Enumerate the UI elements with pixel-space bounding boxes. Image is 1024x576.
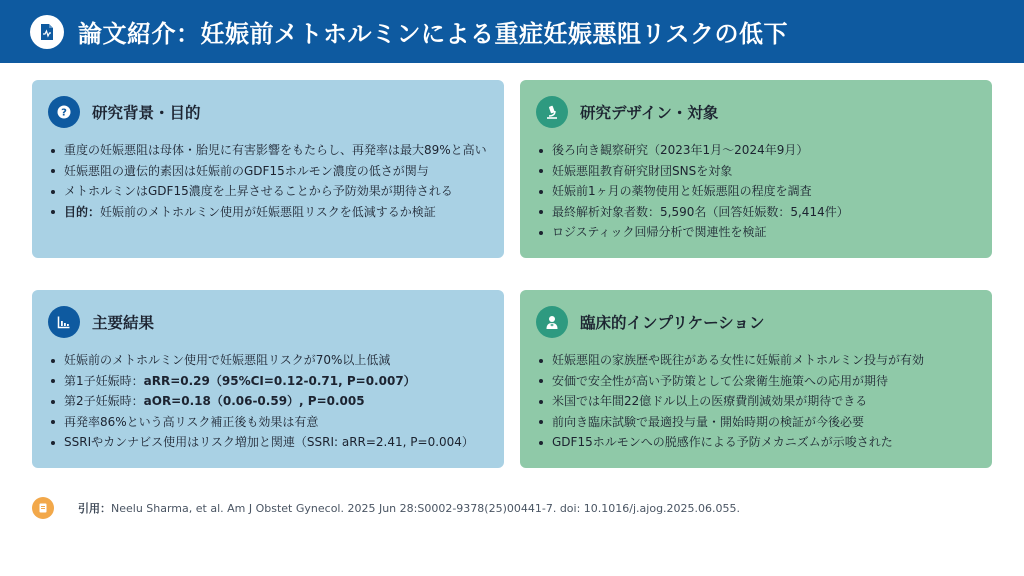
design-title: 研究デザイン・対象 bbox=[580, 104, 719, 122]
list-item: SSRIやカンナビス使用はリスク増加と関連（SSRI: aRR=2.41, P=0.004） bbox=[48, 432, 488, 453]
second-pregnancy-label: 第2子妊娠時： bbox=[64, 394, 144, 408]
first-pregnancy-label: 第1子妊娠時： bbox=[64, 373, 144, 388]
citation-reference: Neelu Sharma, et al. Am J Obstet Gynecol. 2025 Jun 28:S0002-9378(25)00441-7. doi: 10.1016/j.ajog.2025.06.055. bbox=[111, 502, 741, 515]
citation-text bbox=[78, 500, 740, 516]
list-item: 妊娠悪阻の遺伝的素因は妊娠前のGDF15ホルモン濃度の低さが関与 bbox=[48, 161, 488, 182]
question-icon bbox=[48, 96, 80, 128]
objective-text: 妊娠前のメトホルミン使用が妊娠悪阻リスクを低減するか検証 bbox=[100, 204, 436, 219]
list-item: 米国では年間22億ドル以上の医療費削減効果が期待できる bbox=[536, 391, 976, 412]
objective-label: 目的： bbox=[64, 204, 101, 219]
list-item bbox=[48, 371, 488, 392]
book-icon bbox=[32, 497, 54, 519]
citation-label: 引用： bbox=[78, 502, 111, 515]
microscope-icon bbox=[536, 96, 568, 128]
list-item bbox=[48, 202, 488, 223]
list-item: 後ろ向き観察研究（2023年1月〜2024年9月） bbox=[536, 140, 976, 161]
background-card bbox=[32, 80, 504, 258]
list-item: 妊娠前のメトホルミン使用で妊娠悪阻リスクが70%以上低減 bbox=[48, 350, 488, 371]
list-item: GDF15ホルモンへの脱感作による予防メカニズムが示唆された bbox=[536, 432, 976, 453]
list-item: 重度の妊娠悪阻は母体・胎児に有害影響をもたらし、再発率は最大89%と高い bbox=[48, 140, 488, 161]
page-title: 論文紹介：妊娠前メトホルミンによる重症妊娠悪阻リスクの低下 bbox=[78, 20, 789, 48]
doctor-icon bbox=[536, 306, 568, 338]
citation bbox=[32, 497, 740, 519]
list-item: 前向き臨床試験で最適投与量・開始時期の検証が今後必要 bbox=[536, 412, 976, 433]
list-item: メトホルミンはGDF15濃度を上昇させることから予防効果が期待される bbox=[48, 181, 488, 202]
list-item: 再発率86%という高リスク補正後も効果は有意 bbox=[48, 412, 488, 433]
bar-chart-icon bbox=[48, 306, 80, 338]
implications-title: 臨床的インプリケーション bbox=[580, 314, 765, 332]
list-item: ロジスティック回帰分析で関連性を検証 bbox=[536, 222, 976, 243]
document-icon bbox=[30, 15, 64, 49]
second-pregnancy-value: aOR=0.18（0.06-0.59）, P=0.005 bbox=[143, 394, 365, 408]
results-title: 主要結果 bbox=[92, 314, 155, 332]
list-item: 妊娠悪阻教育研究財団SNSを対象 bbox=[536, 161, 976, 182]
header-bar bbox=[0, 0, 1024, 63]
background-title: 研究背景・目的 bbox=[92, 104, 201, 122]
first-pregnancy-value: aRR=0.29（95%CI=0.12-0.71, P=0.007） bbox=[143, 373, 416, 388]
list-item bbox=[48, 391, 488, 412]
list-item: 妊娠悪阻の家族歴や既往がある女性に妊娠前メトホルミン投与が有効 bbox=[536, 350, 976, 371]
list-item: 安価で安全性が高い予防策として公衆衛生施策への応用が期待 bbox=[536, 371, 976, 392]
design-card bbox=[520, 80, 992, 258]
implications-card bbox=[520, 290, 992, 468]
list-item: 最終解析対象者数：5,590名（回答妊娠数：5,414件） bbox=[536, 202, 976, 223]
svg-text:?: ? bbox=[61, 107, 67, 119]
results-card bbox=[32, 290, 504, 468]
list-item: 妊娠前1ヶ月の薬物使用と妊娠悪阻の程度を調査 bbox=[536, 181, 976, 202]
